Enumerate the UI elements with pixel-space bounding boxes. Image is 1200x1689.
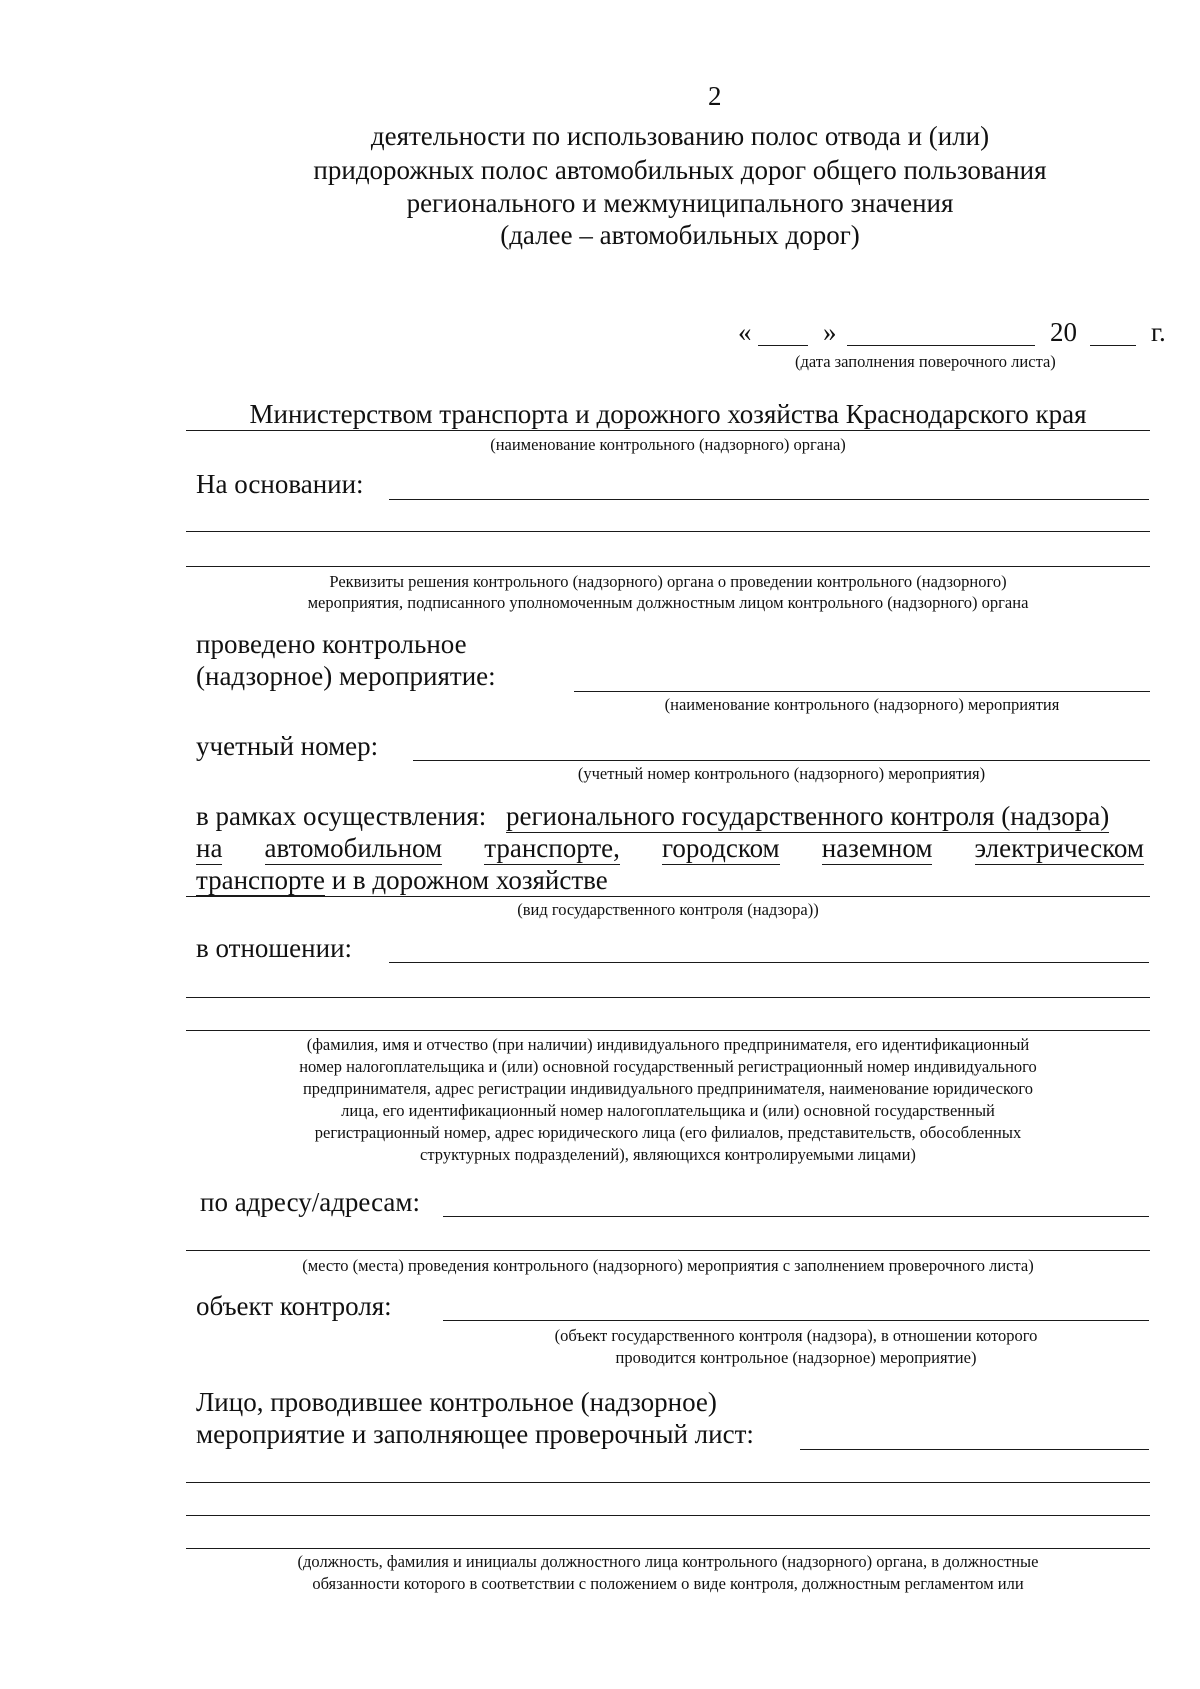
inspector-label-line-1: Лицо, проводившее контрольное (надзорное): [196, 1387, 717, 1417]
header-line-2: придорожных полос автомобильных дорог общего пользования: [313, 155, 1047, 185]
framework-value-line-1: регионального государственного контроля (надзора): [506, 801, 1110, 831]
date-day-field[interactable]: [758, 345, 808, 346]
framework-caption: (вид государственного контроля (надзора)): [517, 900, 819, 919]
inspector-field-4[interactable]: [186, 1548, 1150, 1549]
subject-caption-line-1: (фамилия, имя и отчество (при наличии) индивидуального предпринимателя, его идентификационный: [306, 1035, 1030, 1054]
framework-word-1: на: [196, 833, 223, 863]
inspector-label-line-2: мероприятие и заполняющее проверочный лист:: [196, 1419, 754, 1449]
subject-caption-line-3: предпринимателя, адрес регистрации индивидуального предпринимателя, наименование юридического: [302, 1079, 1034, 1098]
basis-caption-line-1: Реквизиты решения контрольного (надзорного) органа о проведении контрольного (надзорного): [329, 572, 1007, 591]
framework-word-2: автомобильном: [264, 833, 443, 863]
framework-value-line-2: [196, 832, 1144, 865]
framework-word-3: транспорте,: [484, 833, 620, 863]
date-month-field[interactable]: [847, 345, 1035, 346]
page-number: 2: [708, 81, 722, 111]
address-label: по адресу/адресам:: [200, 1187, 420, 1217]
subject-field-1[interactable]: [389, 962, 1149, 963]
subject-field-3[interactable]: [186, 1030, 1150, 1031]
framework-word-6: электрическом: [974, 833, 1144, 863]
header-line-4: (далее – автомобильных дорог): [500, 220, 860, 250]
inspector-field-2[interactable]: [186, 1482, 1150, 1483]
object-field[interactable]: [443, 1320, 1149, 1321]
account-field[interactable]: [413, 760, 1150, 761]
subject-caption-line-2: номер налогоплательщика и (или) основной государственный регистрационный номер индивидуального: [299, 1057, 1037, 1076]
subject-caption-line-6: структурных подразделений), являющихся контролируемыми лицами): [420, 1145, 916, 1164]
object-label: объект контроля:: [196, 1291, 392, 1321]
account-caption: (учетный номер контрольного (надзорного) мероприятия): [577, 764, 986, 783]
inspector-field-3[interactable]: [186, 1515, 1150, 1516]
account-label: учетный номер:: [196, 731, 379, 761]
subject-caption-line-4: лица, его идентификационный номер налогоплательщика и (или) основной государственный: [341, 1101, 995, 1120]
basis-label: На основании:: [196, 469, 364, 499]
date-year-suffix: г.: [1151, 317, 1166, 347]
object-caption-line-2: проводится контрольное (надзорное) мероприятие): [615, 1348, 977, 1367]
address-field-2[interactable]: [186, 1250, 1150, 1251]
basis-field-1[interactable]: [389, 499, 1149, 500]
date-year-field[interactable]: [1090, 345, 1136, 346]
framework-label: в рамках осуществления:: [196, 801, 487, 831]
date-caption: (дата заполнения поверочного листа): [795, 352, 1056, 371]
basis-field-3[interactable]: [186, 566, 1150, 567]
framework-value-line-3-underlined: транспорте: [196, 865, 325, 895]
inspector-field-1[interactable]: [800, 1449, 1149, 1450]
framework-word-4: городском: [661, 833, 780, 863]
date-open-quote: «: [738, 317, 752, 347]
header-line-1: деятельности по использованию полос отвода и (или): [370, 121, 990, 151]
subject-field-2[interactable]: [186, 997, 1150, 998]
framework-line: [186, 896, 1150, 897]
subject-label: в отношении:: [196, 933, 353, 963]
header-line-3: регионального и межмуниципального значения: [406, 188, 954, 218]
event-field[interactable]: [574, 691, 1150, 692]
inspector-caption-line-2: обязанности которого в соответствии с положением о виде контроля, должностным регламентом или: [312, 1574, 1024, 1593]
framework-word-5: наземном: [821, 833, 933, 863]
address-field-1[interactable]: [443, 1216, 1149, 1217]
authority-value: Министерством транспорта и дорожного хозяйства Краснодарского края: [249, 399, 1087, 429]
date-close-quote: »: [823, 317, 837, 347]
object-caption-line-1: (объект государственного контроля (надзора), в отношении которого: [554, 1326, 1038, 1345]
date-year-prefix: 20: [1050, 317, 1077, 347]
event-caption: (наименование контрольного (надзорного) мероприятия: [664, 695, 1060, 714]
framework-value-line-3-rest: и в дорожном хозяйстве: [324, 865, 608, 895]
authority-line: [186, 430, 1150, 431]
inspector-caption-line-1: (должность, фамилия и инициалы должностного лица контрольного (надзорного) органа, в должностные: [297, 1552, 1039, 1571]
basis-field-2[interactable]: [186, 531, 1150, 532]
framework-value-line-3: [196, 864, 608, 896]
event-label-line-1: проведено контрольное: [196, 629, 467, 659]
address-caption: (место (места) проведения контрольного (надзорного) мероприятия с заполнением проверочного листа): [302, 1256, 1034, 1275]
event-label-line-2: (надзорное) мероприятие:: [196, 661, 496, 691]
subject-caption-line-5: регистрационный номер, адрес юридического лица (его филиалов, представительств, обособленных: [314, 1123, 1022, 1142]
authority-caption: (наименование контрольного (надзорного) органа): [490, 435, 846, 454]
basis-caption-line-2: мероприятия, подписанного уполномоченным должностным лицом контрольного (надзорного) органа: [307, 593, 1029, 612]
